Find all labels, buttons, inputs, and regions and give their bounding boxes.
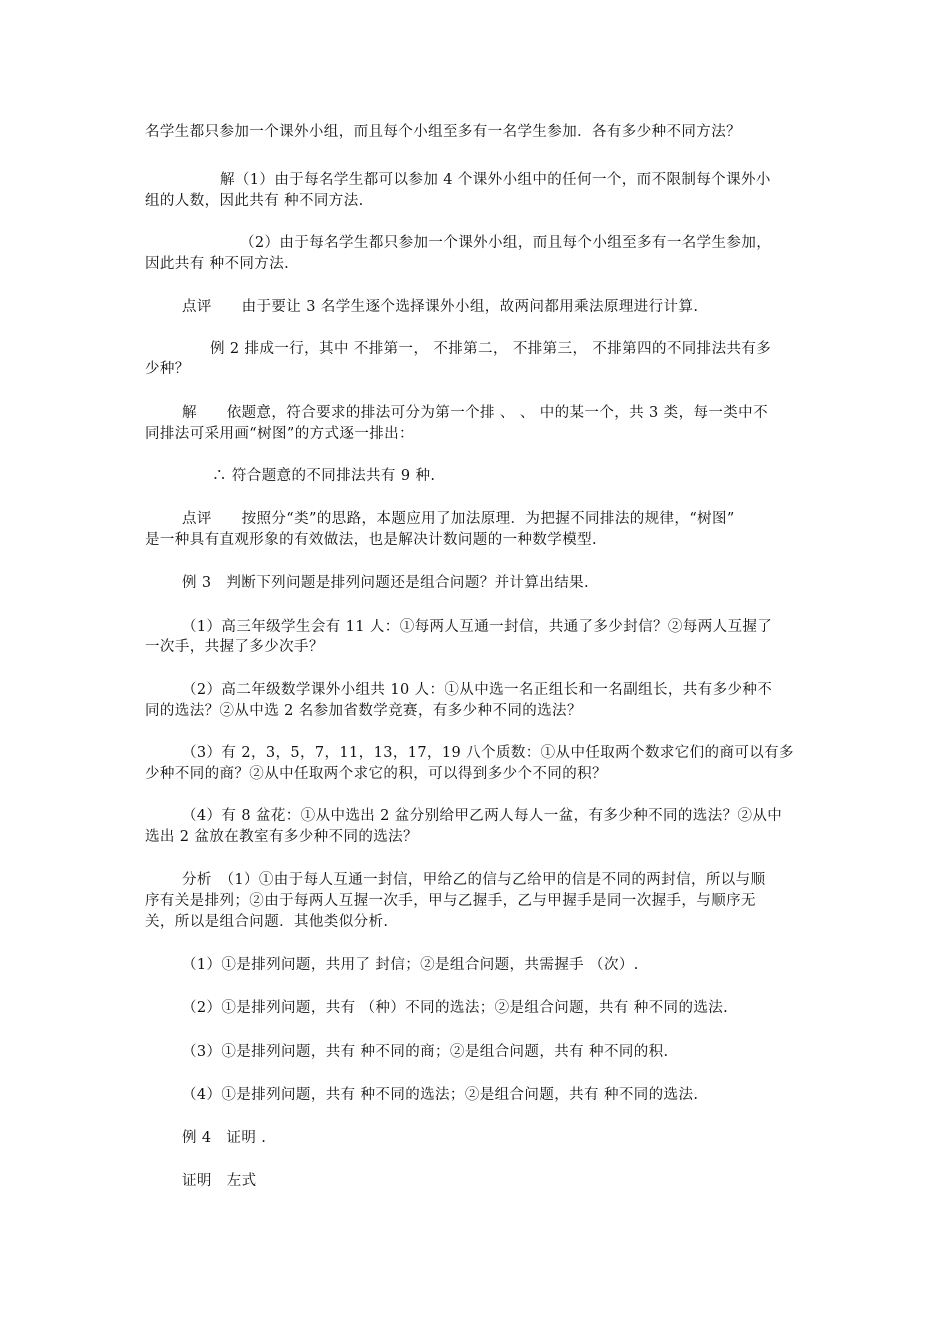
solution-1-line-1: 解（1）由于每名学生都可以参加 4 个课外小组中的任何一个，而不限制每个课外小: [220, 172, 771, 188]
answer-1: （1）①是排列问题，共用了 封信；②是组合问题，共需握手 （次）.: [182, 957, 639, 973]
answer-2: （2）①是排列问题，共有 （种）不同的选法；②是组合问题，共有 种不同的选法.: [182, 1000, 729, 1016]
ex3-item-3-line-2: 少种不同的商？②从中任取两个求它的积，可以得到多少个不同的积？: [145, 766, 607, 782]
ex3-item-1-line-2: 一次手，共握了多少次手？: [145, 639, 324, 655]
ex3-item-2-line-2: 同的选法？②从中选 2 名参加省数学竞赛，有多少种不同的选法？: [145, 703, 582, 719]
example-3-title: 例 3 判断下列问题是排列问题还是组合问题？并计算出结果.: [182, 575, 590, 591]
ex3-item-4-line-2: 选出 2 盆放在教室有多少种不同的选法？: [145, 829, 418, 845]
ex2-conclusion: ∴ 符合题意的不同排法共有 9 种.: [212, 468, 436, 484]
answer-4: （4）①是排列问题，共有 种不同的选法；②是组合问题，共有 种不同的选法.: [182, 1087, 699, 1103]
solution-ex2-line-1: 解 依题意，符合要求的排法可分为第一个排 、 、 中的某一个，共 3 类，每一类中不: [182, 405, 768, 421]
solution-2-line-2: 因此共有 种不同方法.: [145, 256, 290, 272]
ex3-item-3-line-1: （3）有 2，3，5，7，11，13，17，19 八个质数：①从中任取两个数求它们的商可以有多: [182, 745, 794, 761]
solution-1-line-2: 组的人数，因此共有 种不同方法.: [145, 193, 364, 209]
solution-2-line-1: （2）由于每名学生都只参加一个课外小组，而且每个小组至多有一名学生参加，: [240, 235, 772, 251]
ex3-item-2-line-1: （2）高二年级数学课外小组共 10 人：①从中选一名正组长和一名副组长，共有多少种不: [182, 682, 773, 698]
comment-1: 点评 由于要让 3 名学生逐个选择课外小组，故两问都用乘法原理进行计算.: [182, 299, 699, 315]
example-4-title: 例 4 证明 .: [182, 1130, 267, 1146]
analysis-line-1: 分析 （1）①由于每人互通一封信，甲给乙的信与乙给甲的信是不同的两封信，所以与顺: [182, 872, 766, 888]
example-2-line-1: 例 2 排成一行，其中 不排第一， 不排第二， 不排第三， 不排第四的不同排法共有多: [210, 341, 772, 357]
analysis-line-2: 序有关是排列；②由于每两人互握一次手，甲与乙握手，乙与甲握手是同一次握手，与顺序无: [145, 893, 756, 909]
ex3-item-1-line-1: （1）高三年级学生会有 11 人：①每两人互通一封信，共通了多少封信？②每两人互握了: [182, 619, 773, 635]
comment-2-line-1: 点评 按照分“类”的思路，本题应用了加法原理．为把握不同排法的规律，“树图”: [182, 511, 735, 527]
analysis-line-3: 关，所以是组合问题．其他类似分析.: [145, 914, 389, 930]
example-2-line-2: 少种？: [145, 361, 190, 377]
solution-ex2-line-2: 同排法可采用画“树图”的方式逐一排出：: [145, 426, 414, 442]
answer-3: （3）①是排列问题，共有 种不同的商；②是组合问题，共有 种不同的积.: [182, 1044, 669, 1060]
proof-start: 证明 左式: [182, 1173, 257, 1189]
ex3-item-4-line-1: （4）有 8 盆花：①从中选出 2 盆分别给甲乙两人每人一盆，有多少种不同的选法？②从中: [182, 808, 783, 824]
problem-statement-line: 名学生都只参加一个课外小组，而且每个小组至多有一名学生参加．各有多少种不同方法？: [145, 124, 741, 140]
comment-2-line-2: 是一种具有直观形象的有效做法，也是解决计数问题的一种数学模型.: [145, 532, 598, 548]
